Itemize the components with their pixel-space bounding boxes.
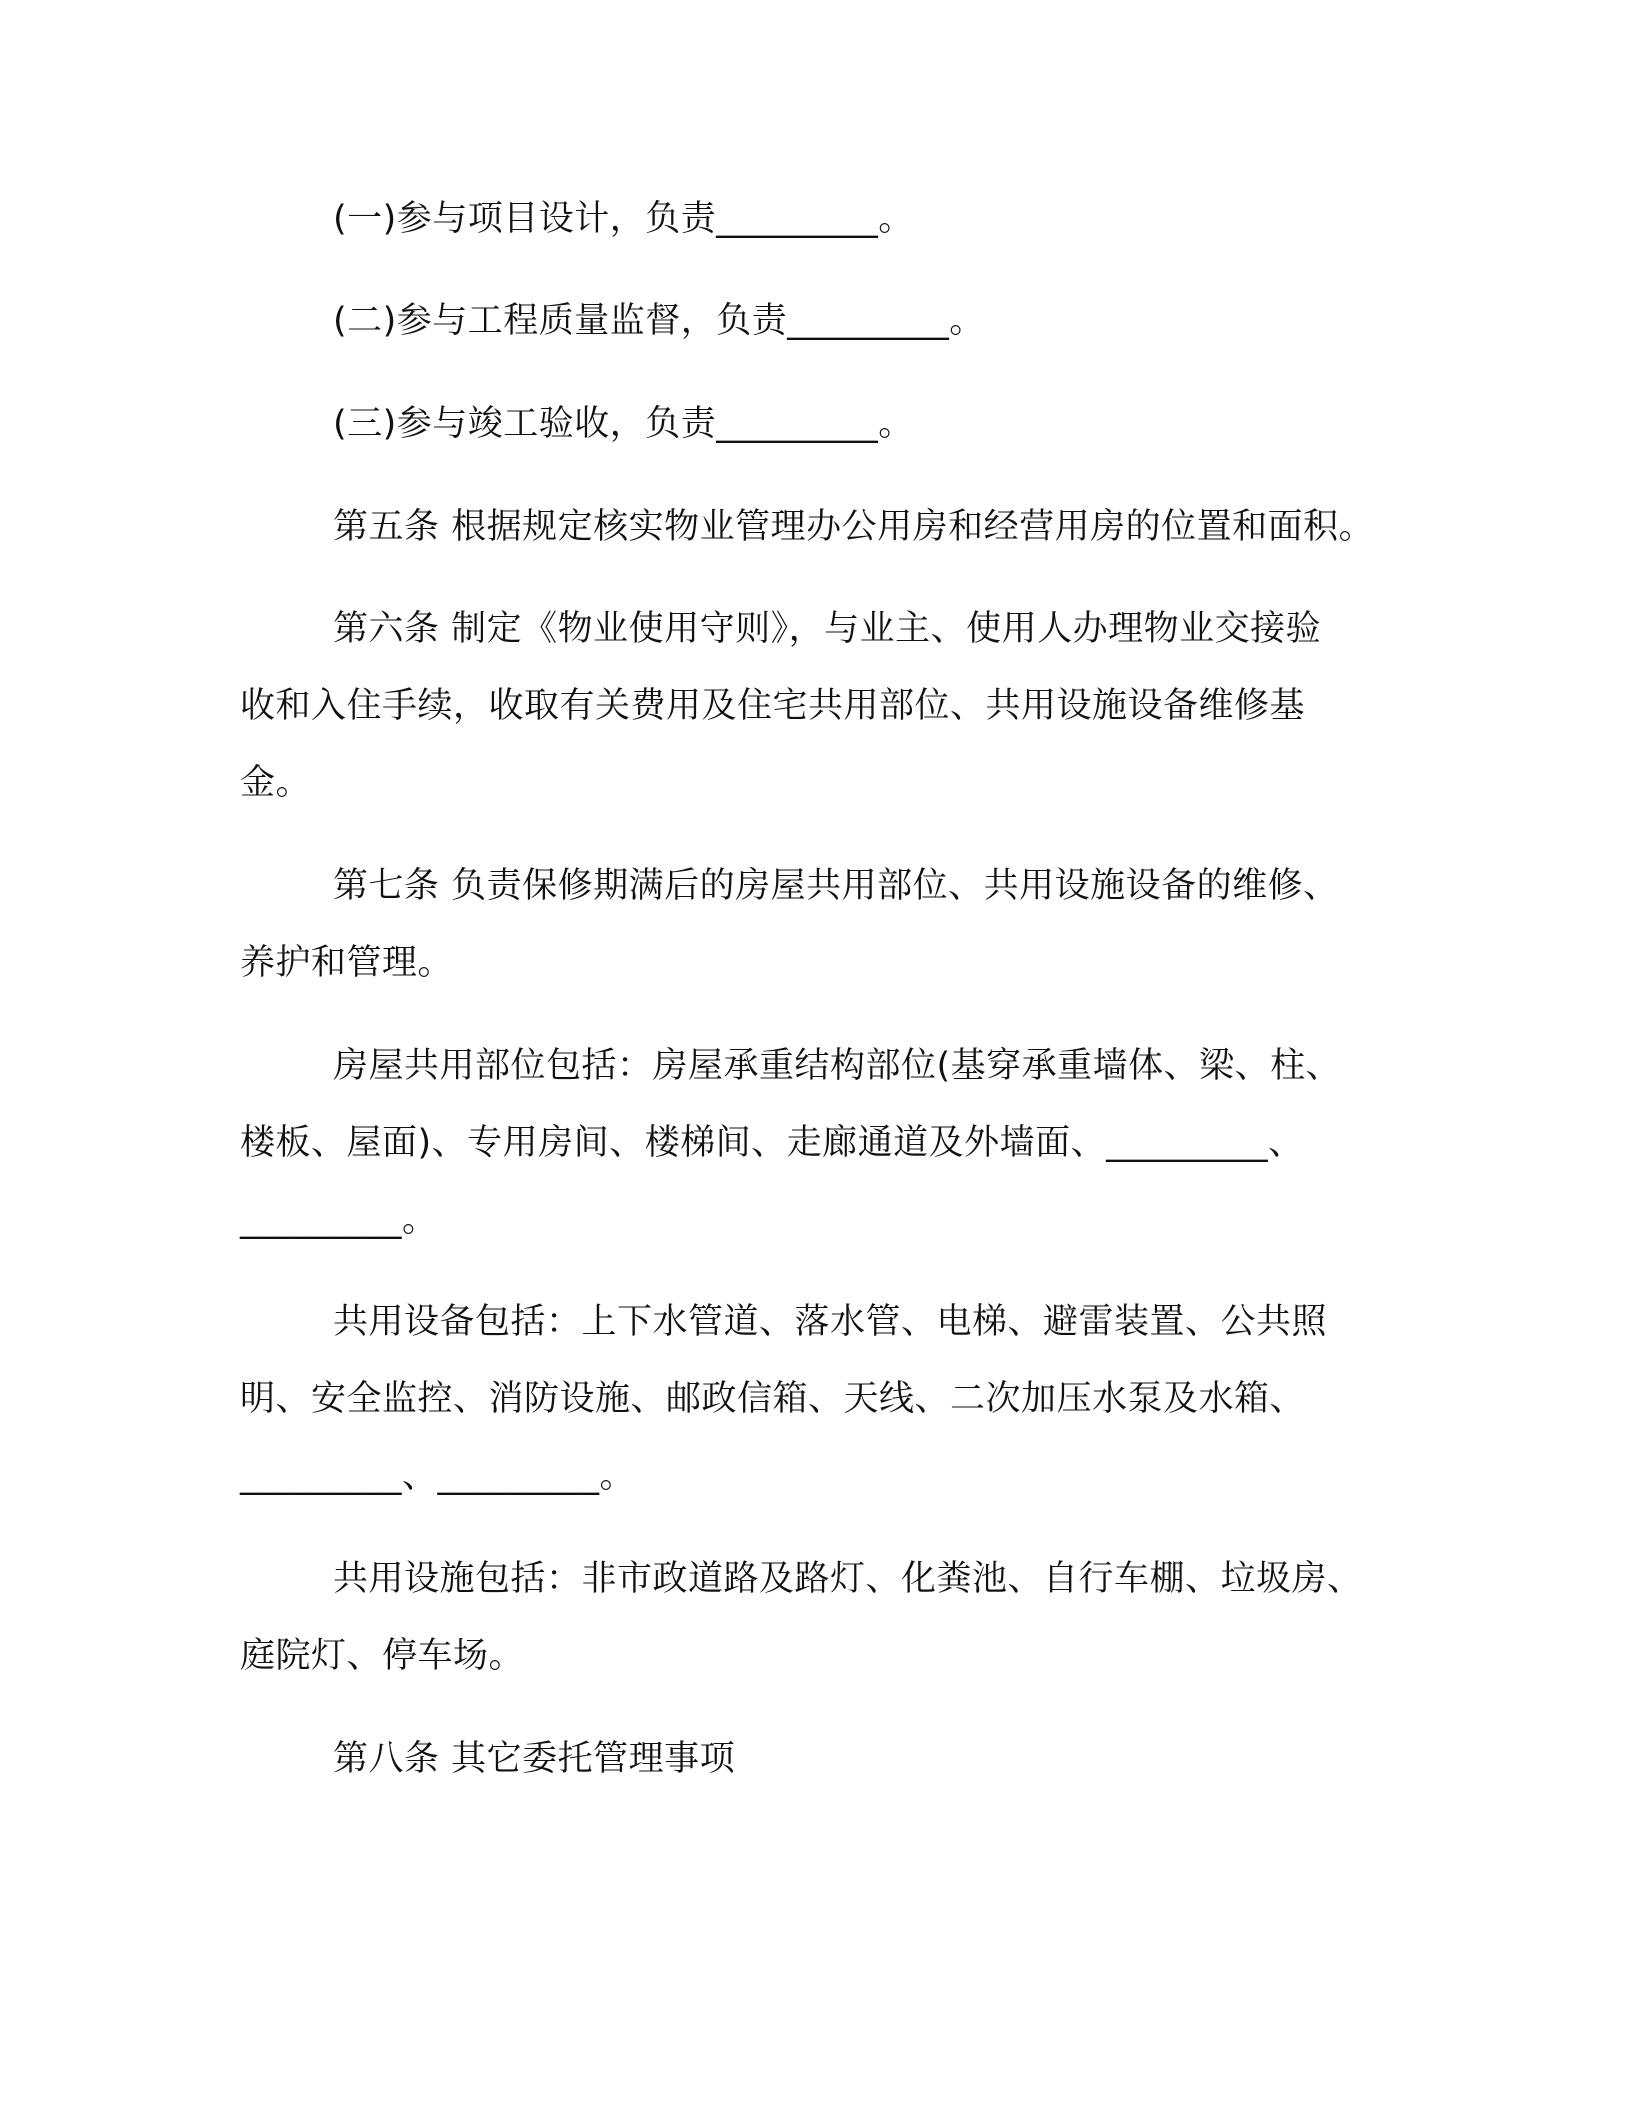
item-1: (一)参与项目设计，负责_________。 <box>333 199 914 239</box>
article-6-line-1: 第六条 制定《物业使用守则》，与业主、使用人办理物业交接验 <box>333 609 1322 649</box>
shared-facilities-line-1: 共用设施包括：非市政道路及路灯、化粪池、自行车棚、垃圾房、 <box>333 1559 1363 1599</box>
article-5: 第五条 根据规定核实物业管理办公用房和经营用房的位置和面积。 <box>333 507 1375 547</box>
item-2: (二)参与工程质量监督，负责_________。 <box>333 301 985 341</box>
shared-facilities-line-2: 庭院灯、停车场。 <box>240 1636 525 1676</box>
shared-equipment-line-1: 共用设备包括：上下水管道、落水管、电梯、避雷装置、公共照 <box>333 1302 1328 1342</box>
shared-equipment-line-3: _________、_________。 <box>240 1456 636 1496</box>
item-3: (三)参与竣工验收，负责_________。 <box>333 404 914 444</box>
shared-parts-line-3: _________。 <box>240 1200 438 1240</box>
article-8: 第八条 其它委托管理事项 <box>333 1739 736 1779</box>
article-7-line-2: 养护和管理。 <box>240 943 454 983</box>
article-6-line-2: 收和入住手续，收取有关费用及住宅共用部位、共用设施设备维修基 <box>240 686 1306 726</box>
shared-parts-line-1: 房屋共用部位包括：房屋承重结构部位(基穿承重墙体、梁、柱、 <box>333 1046 1342 1086</box>
shared-parts-line-2: 楼板、屋面)、专用房间、楼梯间、走廊通道及外墙面、_________、 <box>240 1123 1304 1163</box>
article-7-line-1: 第七条 负责保修期满后的房屋共用部位、共用设施设备的维修、 <box>333 866 1339 906</box>
article-6-line-3: 金。 <box>240 763 312 803</box>
shared-equipment-line-2: 明、安全监控、消防设施、邮政信箱、天线、二次加压水泵及水箱、 <box>240 1379 1306 1419</box>
